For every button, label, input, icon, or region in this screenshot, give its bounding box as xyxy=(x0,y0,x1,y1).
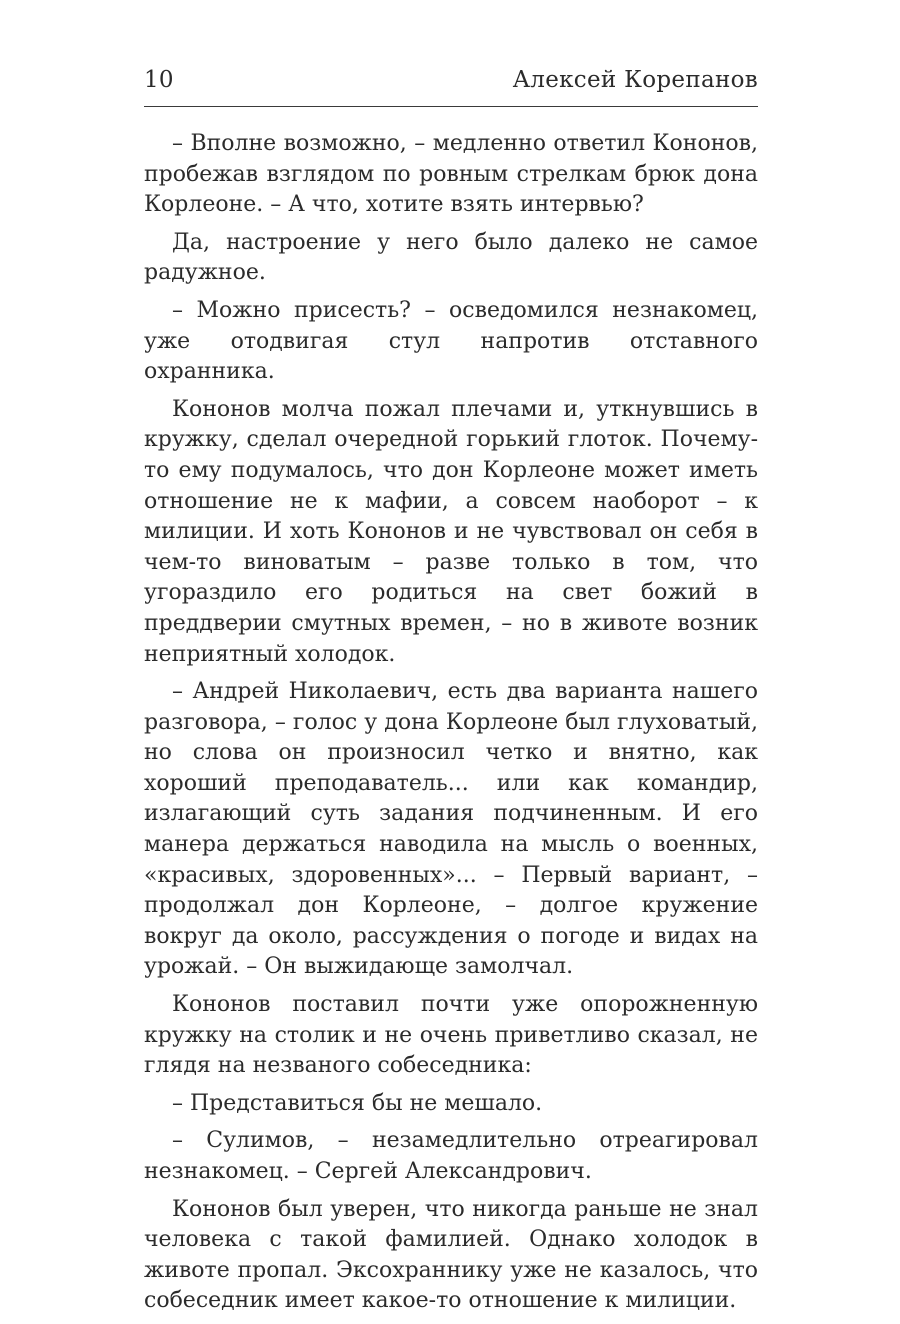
author-name: Алексей Корепанов xyxy=(512,67,758,93)
paragraph: – Сулимов, – незамедлительно отреагировал незнакомец. – Сергей Александрович. xyxy=(144,1128,758,1184)
paragraph: Кононов был уверен, что никогда раньше не знал человека с такой фамилией. Однако холодок в животе пропал. Эксохраннику уже не казалось, что собеседник имеет какое-то отношение к милиции. xyxy=(144,1196,758,1314)
paragraph: – Представиться бы не мешало. xyxy=(172,1090,543,1116)
paragraph: – Вполне возможно, – медленно ответил Кононов, пробежав взглядом по ровным стрелкам брюк дона Корлеоне. – А что, хотите взять интервью? xyxy=(144,131,758,218)
page-number: 10 xyxy=(144,67,174,93)
paragraph: Да, настроение у него было далеко не самое радужное. xyxy=(144,229,758,286)
paragraph: Кононов поставил почти уже опорожненную кружку на столик и не очень приветливо сказал, не глядя на незваного собеседника: xyxy=(144,992,758,1079)
body-text xyxy=(144,129,758,1317)
paragraph: Кононов молча пожал плечами и, уткнувшись в кружку, сделал очередной горький глоток. Почему-то ему подумалось, что дон Корлеоне может иметь отношение не к мафии, а совсем наоборот – к милиции. И хоть Кононов и не чувствовал он себя в чем-то виноватым – разве только в том, что угораздило его родиться на свет божий в преддверии смутных времен, – но в животе возник неприятный холодок. xyxy=(144,396,758,667)
running-header xyxy=(144,62,758,107)
paragraph: – Андрей Николаевич, есть два варианта нашего разговора, – голос у дона Корлеоне был глуховатый, но слова он произносил четко и внятно, как хороший преподаватель... или как командир, излагающий суть задания подчиненным. И его манера держаться наводила на мысль о военных, «красивых, здоровенных»... – Первый вариант, – продолжал дон Корлеоне, – долгое кружение вокруг да около, рассуждения о погоде и видах на урожай. – Он выжидающе замолчал. xyxy=(144,679,758,980)
paragraph: – Можно присесть? – осведомился незнакомец, уже отодвигая стул напротив отставного охранника. xyxy=(144,297,758,385)
book-page xyxy=(144,62,758,1324)
